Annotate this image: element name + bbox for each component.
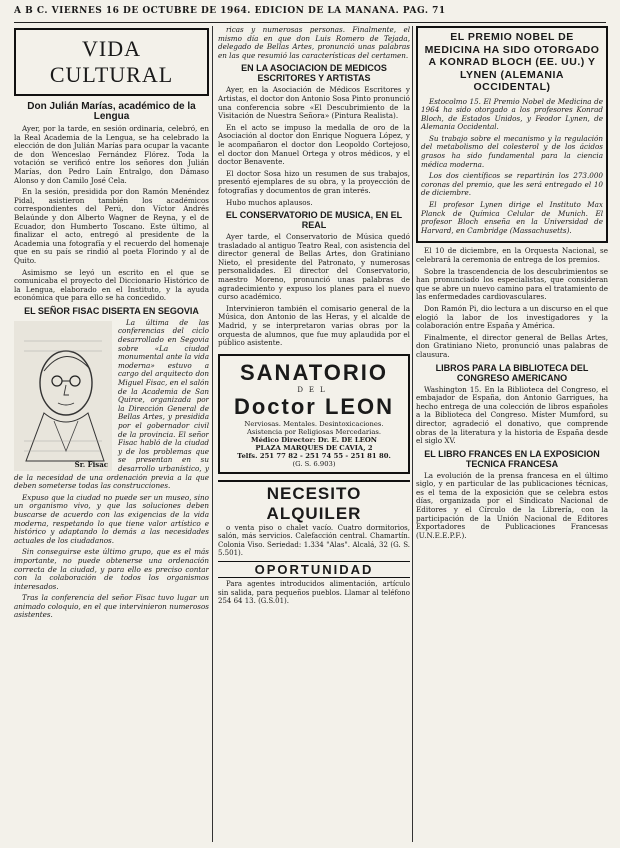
- classified-text: Para agentes introducidos alimentación, artículo sin salida, para pequeños pueblos. Llamar al teléfono 254 64 13. (G.S.01).: [218, 580, 410, 606]
- article-paragraph: Intervinieron también el comisario general de la Música, don Antonio de las Heras, y el alcalde de Madrid, y se interpretaron varias obras por la orquesta de alumnos, que fue muy aplaudida por el público asistente.: [218, 303, 410, 348]
- sanatorio-ad: [218, 354, 410, 474]
- article-paragraph: Ayer tarde, el Conservatorio de Música quedó trasladado al antiguo Teatro Real, con asistencia del director general de Bellas Artes, don Gratiniano Nieto, el presidente del Patronato, y numerosas personalidades. El director del Conservatorio, maestro Moreno, pronunció unas palabras de agradecimiento y expuso los planes para el nuevo curso académico.: [218, 232, 410, 302]
- nobel-headline: EL PREMIO NOBEL DE MEDICINA HA SIDO OTORGADO A KONRAD BLOCH (EE. UU.) Y LYNEN (ALEMANIA OCCIDENTAL): [424, 31, 600, 93]
- article-paragraph: ricas y numerosas personas. Finalmente, el mismo día en que don Luis Romero de Tejada, delegado de Bellas Artes, pronunció unas palabras en las que resumió las características del certamen.: [218, 26, 410, 60]
- ad-subtitle: DEL: [297, 385, 331, 394]
- ad-line: Telfs. 251 77 82 - 251 74 55 - 251 81 80.: [237, 451, 391, 460]
- header-rule: [14, 22, 606, 23]
- classified-ad: [218, 480, 410, 558]
- section-title: VIDA CULTURAL: [14, 28, 209, 96]
- column-3: [416, 26, 608, 842]
- classified-head: OPORTUNIDAD: [218, 561, 410, 578]
- article-paragraph: El profesor Lynen dirige el Instituto Max Planck de Química Celular de Munich. El profesor Bloch enseña en la Universidad de Harvard, en Cambridge (Massachusetts).: [421, 200, 603, 235]
- nobel-box: [416, 26, 608, 243]
- ad-title: SANATORIO: [240, 359, 388, 385]
- portrait-caption: Sr. Fisac: [74, 459, 108, 469]
- running-head: A B C. VIERNES 16 DE OCTUBRE DE 1964. EDICION DE LA MAÑANA. PAG. 71: [14, 6, 446, 16]
- article-paragraph: Ayer, en la Asociación de Médicos Escritores y Artistas, el doctor don Antonio Sosa Pinto pronunció una conferencia sobre «El Descubrimiento de la Visitación de Nuestra Señora» (Pintura Realista).: [218, 85, 410, 121]
- article-paragraph: Don Ramón Pi, dio lectura a un discurso en el que elogió la labor de los investigadores y la colaboración entre España y América.: [416, 303, 608, 331]
- article-paragraph: Su trabajo sobre el mecanismo y la regulación del metabolismo del colesterol y de los ácidos grasos ha sido fundamental para la ciencia médica moderna.: [421, 133, 603, 169]
- article-paragraph: En el acto se impuso la medalla de oro de la Asociación al doctor don Enrique Noguera López, y le acompañaron el doctor don Leopoldo Cortejoso, el doctor don Manuel Ortega y otros médicos, y el doctor Benavente.: [218, 122, 410, 167]
- article-paragraph: Estocolmo 15. El Premio Nobel de Medicina de 1964 ha sido otorgado a los profesores Konrad Bloch, de Estados Unidos, y Feodor Lynen, de Alemania Occidental.: [421, 96, 603, 132]
- article-headline: Don Julián Marías, académico de la Lengua: [27, 101, 196, 122]
- ad-line: Asistencia por Religiosas Mercedarias.: [246, 427, 382, 436]
- ad-line: Médico Director: Dr. E. DE LEON: [251, 435, 377, 444]
- article-paragraph: Tras la conferencia del señor Fisac tuvo lugar un animado coloquio, en el que intervinieron numerosos asistentes.: [14, 593, 209, 620]
- column-separator: [412, 26, 413, 842]
- article-headline: EN LA ASOCIACION DE MEDICOS ESCRITORES Y ARTISTAS: [241, 63, 387, 84]
- ad-line: Nerviosas. Mentales. Desintoxicaciones.: [244, 419, 384, 428]
- portrait-image: [14, 321, 112, 471]
- article-headline: EL SEÑOR FISAC DISERTA EN SEGOVIA: [24, 305, 199, 316]
- article-paragraph: Asimismo se leyó un escrito en el que se comunicaba el proyecto del Diccionario Histórico de la Lengua, elaborado en el Instituto, y la ayuda económica que para ello se ha concedido.: [14, 267, 209, 303]
- column-1: [14, 26, 209, 842]
- article-paragraph: Washington 15. En la Biblioteca del Congreso, el embajador de España, don Antonio Garrigues, ha hecho entrega de una colección de libros españoles a la Biblioteca del Congreso. Míster Mumford, su director, agradeció el donativo, que comprende obras de la literatura y la historia de España desde el siglo XV.: [416, 384, 608, 446]
- ad-line: (G. S. 6.903): [292, 459, 336, 468]
- column-separator: [212, 26, 213, 842]
- ad-title: Doctor LEON: [233, 393, 395, 419]
- classified-ad: [218, 561, 410, 605]
- article-paragraph: En la sesión, presidida por don Ramón Menéndez Pidal, asistieron también los académicos correspondientes del Perú, don Víctor Andrés Belaúnde y don Alberto Wagner de Reyna, y el de Ecuador, don Humberto Toscano. Este último, al finalizar el acto, entregó al presidente de la Academia una fotografía y el recuerdo del homenaje que en su país se rindió al poeta Florindo y al de Quito.: [14, 187, 209, 265]
- article-paragraph: El 10 de diciembre, en la Orquesta Nacional, se celebrará la ceremonia de entrega de los premios.: [416, 246, 608, 264]
- article-paragraph: Expuso que la ciudad no puede ser un museo, sino un organismo vivo, y que las soluciones deben buscarse de acuerdo con las exigencias de la vida moderna, respetando lo que tiene valor artístico e histórico y adaptando lo demás a las necesidades actuales de los ciudadanos.: [14, 492, 209, 545]
- portrait-drawing: [14, 321, 112, 471]
- column-2: [218, 26, 410, 842]
- article-paragraph: Sobre la trascendencia de los descubrimientos se han pronunciado los especialistas, que consideran que se abre un nuevo camino para el tratamiento de las enfermedades cardiovasculares.: [416, 266, 608, 302]
- article-paragraph: El doctor Sosa hizo un resumen de sus trabajos, presentó ejemplares de su obra, y la proyección de fotografías y documentos de gran interés.: [218, 168, 410, 195]
- article-paragraph: La evolución de la prensa francesa en el último siglo, y en particular de las publicaciones técnicas, es el tema de la exposición que se celebra estos días, organizada por el Sindicato Nacional de Editores y el Círculo de la Librería, con la participación de la Unión Nacional de Editores Exportadores de Publicaciones Francesas (U.N.E.E.P.F.).: [416, 470, 608, 540]
- article-headline: LIBROS PARA LA BIBLIOTECA DEL CONGRESO AMERICANO: [435, 362, 589, 383]
- article-paragraph: Hubo muchos aplausos.: [226, 197, 313, 207]
- article-paragraph: Sin conseguirse este último grupo, que es el más importante, no puede obtenerse una ordenación correcta de la ciudad, y para ello es preciso contar con la colaboración de todos los organismos interesados.: [14, 547, 209, 591]
- article-headline: EL LIBRO FRANCES EN LA EXPOSICION TECNICA FRANCESA: [424, 448, 600, 469]
- ad-line: PLAZA MARQUES DE CAVIA, 2: [255, 443, 373, 452]
- article-paragraph: La última de las conferencias del ciclo desarrollado en Segovia sobre «La ciudad monumental ante la vida moderna» estuvo a cargo del arquitecto don Miguel Fisac, en el salón de la Academia de San Quirce, organizada por la Dirección General de Bellas Artes, y presidida por el gobernador civil de la provincia. El señor Fisac habló de la ciudad y de los problemas que se presentan en su desarrollo urbanístico, y de la necesidad de una ordenación previa a la que deben someterse todas las construcciones.: [14, 317, 209, 491]
- article-paragraph: Finalmente, el director general de Bellas Artes, don Gratiniano Nieto, pronunció unas palabras de clausura.: [416, 332, 608, 359]
- classified-text: o venta piso o chalet vacío. Cuatro dormitorios, salón, más servicios. Calefacción central. Chamartín. Colonia Viso. Seriedad: 1.334 "Alas". Alcalá, 32 (G. S. 5.501).: [218, 523, 410, 558]
- classified-head: NECESITO ALQUILER: [266, 483, 362, 523]
- article-paragraph: Los dos científicos se repartirán los 273.000 coronas del premio, que les será entregado el 10 de diciembre.: [421, 171, 603, 198]
- article-paragraph: Ayer, por la tarde, en sesión ordinaria, celebró, en la Real Academia de la Lengua, se ha celebrado la elección de don Julián Marías para ocupar la vacante de don Wenceslao Fernández Flórez. Toda la votación se verificó entre los señores don Julián Marías, don Pedro Laín Entralgo, don Dámaso Alonso y don Camilo José Cela.: [14, 124, 209, 185]
- article-headline: EL CONSERVATORIO DE MUSICA, EN EL REAL: [225, 210, 403, 231]
